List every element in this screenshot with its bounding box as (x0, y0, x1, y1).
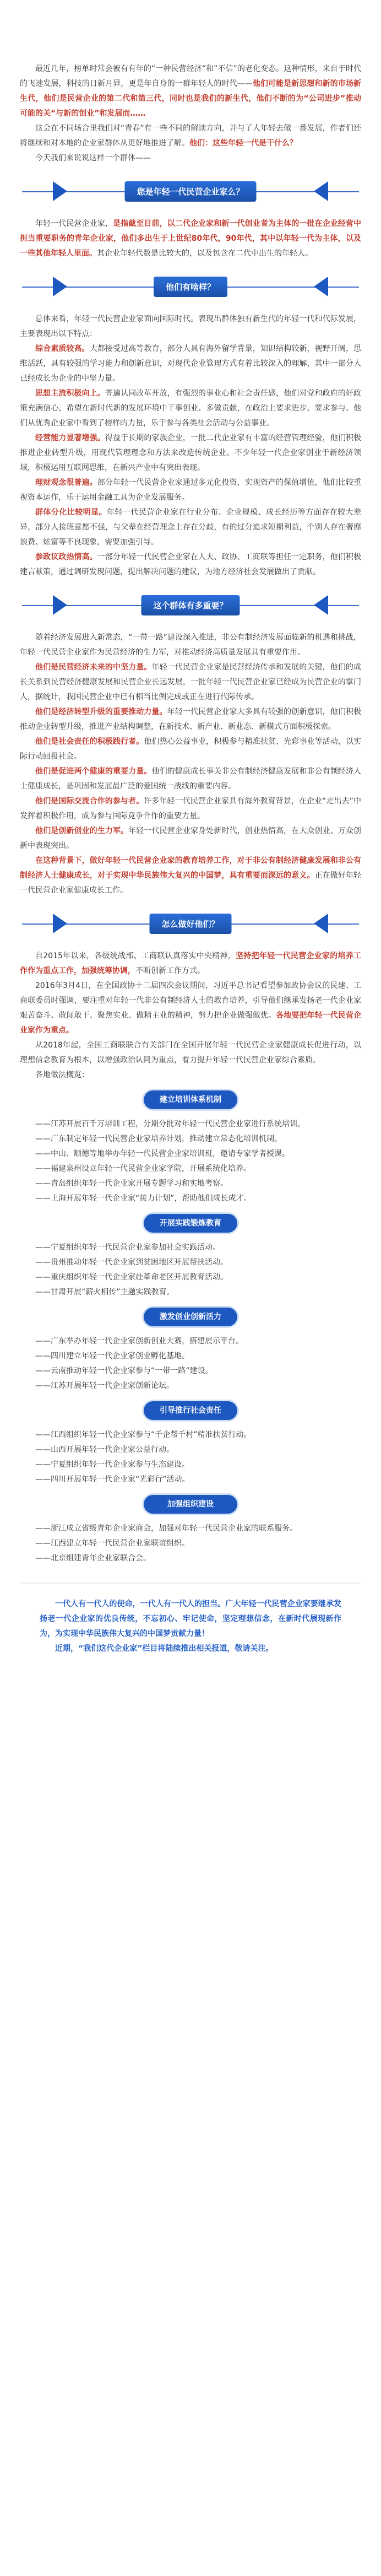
section-title: 怎么做好他们？ (149, 914, 231, 934)
group-item: ——甘肃开展“薪火相传”主题实践教育。 (35, 1288, 175, 1297)
arrow-left-icon (53, 595, 67, 615)
group-item: ——中山、顺德等地举办年轻一代民营企业家培训班，邀请专家学者授课。 (35, 1149, 290, 1158)
s1-tail: 其企业年轻代数是比较大的，以及包含在二代中出生的年轻人。 (97, 249, 313, 258)
group-item: ——四川开展年轻一代企业家“光彩行”活动。 (35, 1475, 190, 1484)
group-item: ——广东举办年轻一代企业家创新创业大赛，搭建展示平台。 (35, 1337, 243, 1346)
group-item: ——山西开展年轻一代企业家公益行动。 (35, 1445, 174, 1454)
arrow-right-icon (314, 914, 328, 933)
s1-paragraph (20, 217, 361, 261)
s3-conclusion (20, 854, 361, 898)
item-lead: 经营能力显著增强。 (35, 434, 105, 442)
group-item: ——四川建立年轻一代企业家创业孵化基地。 (35, 1352, 189, 1360)
item-text: 得益于长期的家族企业，一批二代企业家有丰富的经营管理经验，他们积极推进企业转型升级，用现代管理理念和方法来改造传统企业。不少年轻一代企业家创业于新经济领域，积极运用互联网思维，在新兴产业中有突出表现。 (20, 434, 362, 472)
intro-highlight-2: 他们：这些年轻一代是干什么？ (189, 139, 297, 148)
item-text: 年轻一代民营企业家身处新时代，创业热情高，在大众创业、万众创新中表现突出。 (20, 827, 361, 850)
intro-text: 最近几年，榜单时常会被有有年的“一种民营经济“和”不信”的老化变态。这种情形，来自于时代的飞速发展，科技的日新月异，更是年自身的一群年轻人的时代—— (20, 64, 361, 88)
group-item: ——青岛组织年轻一代企业家开展专题学习和实地考察。 (35, 1179, 228, 1188)
item-text: 许多年轻一代民营企业家具有海外教育背景，在企业“走出去”中发挥着积极作用，成为参与国际竞争合作的重要力量。 (20, 797, 361, 820)
s4-highlight-2: 各地要把年轻一代民营企业家作为重点。 (20, 1011, 362, 1035)
item-text: 年轻一代民营企业家大多具有较强的创新意识，他们积极推动企业转型升级，推进产业结构调整，在新技术、新产业、新业态、新模式方面积极探索。 (20, 708, 362, 731)
closing-paragraph-2: 近期，“我们这代企业家”栏目将陆续推出相关报道，敬请关注。 (55, 1644, 274, 1653)
group-pill: 开展实践锻炼教育 (144, 1214, 237, 1233)
arrow-left-icon (53, 277, 67, 296)
section-header-2 (0, 261, 381, 312)
s2-item-2 (20, 386, 361, 431)
item-text: 普遍认同改革开放，有强烈的事业心和社会责任感，他们对党和政府的好政策充满信心，希望在新时代新的发展环境中干事创业、多做贡献，在政治上要求进步、要求参与。他们从优秀企业家中看到了榜样的力量，乐于参与各类社会活动与公益事业。 (20, 389, 362, 428)
arrow-left-icon (53, 181, 67, 201)
s1-highlight: 是指截至目前，以二代企业家和新一代创业者为主体的一批在企业经营中担当重要职务的青年企业家，他们多出生于上世纪80年代，90年代，其中以年轻一代为主体，以及一些其他年轻人里面。 (20, 219, 362, 258)
group-item: ——贵州推动年轻一代企业家到贫困地区开展帮扶活动。 (35, 1258, 228, 1267)
s4-highlight: 坚持把年轻一代民营企业家的培养工作作为重点工作，加强统筹协调， (20, 952, 361, 975)
group-item: ——江西建立年轻一代民营企业家联谊组织。 (35, 1539, 189, 1548)
group-item: ——江苏开展年轻一代企业家创新论坛。 (35, 1381, 174, 1390)
top-spacer (0, 0, 381, 62)
group-item: ——宁夏组织年轻一代企业家参与生态建设。 (35, 1460, 189, 1469)
group-item: ——福建泉州设立年轻一代民营企业家学院，开展系统化培养。 (35, 1164, 251, 1173)
closing-block (20, 1583, 361, 1656)
group-pill: 加强组织建设 (144, 1495, 237, 1514)
group-pill: 激发创业创新活力 (144, 1308, 237, 1326)
arrow-right-icon (314, 181, 328, 201)
item-text: 部分年轻一代民营企业家通过多元化投资，实现资产的保值增值，他们比较重视资本运作，乐于运用金融工具为企业发展服务。 (20, 478, 361, 502)
item-lead: 群体分化比较明显。 (35, 508, 107, 517)
s1-lead: 年轻一代民营企业家， (35, 219, 113, 228)
group-item: ——广东制定年轻一代民营企业家培养计划，推动建立常态化培训机制。 (35, 1135, 282, 1143)
group-item: ——宁夏组织年轻一代民营企业家参加社会实践活动。 (35, 1243, 220, 1252)
item-lead: 他们是经济转型升级的重要推动力量。 (35, 708, 167, 716)
item-lead: 他们是国际交流合作的参与者。 (35, 797, 144, 806)
s4-text-tail: 不断创新工作方式。 (135, 966, 205, 975)
group-item: ——江西组织年轻一代企业家参与“千企帮千村”精准扶贫行动。 (35, 1430, 252, 1439)
item-lead: 理财观念很普遍。 (35, 478, 97, 487)
item-text: 他们的健康成长事关非公有制经济健康发展和非公有制经济人士健康成长，是巩固和发展最广泛的爱国统一战线的重要内容。 (20, 767, 362, 791)
group-pill: 引导推行社会责任 (144, 1401, 237, 1420)
item-lead: 思想主流积极向上。 (35, 389, 105, 398)
group-item: ——浙江成立省级青年企业家商会，加强对年轻一代民营企业家的联系服务。 (35, 1524, 297, 1533)
section-title: 这个群体有多重要？ (141, 595, 240, 615)
group-item: ——江苏开展百千万培训工程，分期分批对年轻一代民营企业家进行系统培训。 (35, 1120, 305, 1128)
item-text: 大都接受过高等教育，部分人具有海外留学背景，知识结构较新，视野开阔，思维活跃，具有较强的学习能力和创新意识，对现代企业管理方式有着比较深入的理解，其中一部分人已经成长为企业的中坚力量。 (20, 344, 362, 383)
s2-item-4 (20, 476, 361, 505)
arrow-left-icon (53, 914, 67, 933)
group-item: ——重庆组织年轻一代企业家赴革命老区开展教育活动。 (35, 1273, 228, 1282)
s3-item-2 (20, 705, 361, 735)
item-lead: 他们是社会责任的积极践行者。 (35, 737, 144, 746)
intro-text-2: 这会在不同场合里我们对“青春”有一些不同的解读方向，并与了人年轻去做一番发展，作者们还将继续和对本地的企业家群体从更好地推进了解。 (20, 124, 361, 148)
arrow-right-icon (314, 277, 328, 296)
conclusion-text: 在这种背景下，做好年轻一代民营企业家的教育培养工作，对于非公有制经济健康发展和非公有制经济人士健康成长，对于实现中华民族伟大复兴的中国梦，具有重要而深远的意义。 (20, 856, 361, 880)
group-item: ——北京组建青年企业家联合会。 (35, 1554, 151, 1563)
intro-paragraph-2 (20, 121, 361, 151)
item-lead: 综合素质较高。 (35, 344, 90, 353)
s2-item-3 (20, 431, 361, 476)
intro-highlight: 他们可能是新思想和新的市场新生代，他们是民营企业的第二代和第三代，同时也是我们的新生代，他们不断的为“公司进步”推动可能的关“与新的创业”和发展而…… (20, 79, 362, 118)
s4-text-2: 2016年3月4日，在全国政协十二届四次会议期间，习近平总书记看望参加政协会议的民建、工商联委员时强调，要注重对年轻一代非公有制经济人士的教育培养，引导他们继承发扬老一代企业家艰苦奋斗、敢闯敢干、聚焦实业、做精主业的精神，努力把企业做强做优。 (20, 981, 361, 1020)
section-header-4 (0, 898, 381, 949)
group-pill: 建立培训体系机制 (144, 1090, 237, 1109)
s2-intro: 总体来看，年轻一代民营企业家面向国际时代。表现出群体独有新生代的年轻一代和代际发展，主要表现出以下特点： (20, 315, 361, 338)
item-lead: 参政议政热情高。 (35, 553, 97, 561)
s3-item-3 (20, 735, 361, 764)
conclusion-tail: 正在做好年轻一代民营企业家健康成长工作。 (20, 871, 362, 895)
s4-text: 自2015年以来，各级统战部、工商联认真落实中央精神， (35, 952, 236, 960)
section-title: 您是年轻一代民营企业家么？ (124, 181, 256, 202)
s3-item-4 (20, 764, 361, 794)
s4-paragraph-1 (20, 949, 361, 979)
s2-item-6 (20, 550, 361, 580)
section-header-1 (0, 166, 381, 217)
s3-item-5 (20, 794, 361, 824)
s4-paragraph-2 (20, 979, 361, 1038)
item-text: 他们热心公益事业，积极参与精准扶贫、光彩事业等活动，以实际行动回报社会。 (20, 737, 362, 761)
item-text: 年轻一代民营企业家是民营经济传承和发展的关键，他们的成长关系到民营经济健康发展和民营企业长远发展，一批年轻一代民营企业家已经成为民营企业的掌门人，据统计，我国民营企业中已有相当比例完成或正在进行代际传承。 (20, 663, 362, 701)
item-lead: 他们是民营经济未来的中坚力量。 (35, 663, 152, 672)
section-header-3 (0, 580, 381, 630)
section-title: 他们有啥样？ (154, 277, 227, 297)
item-text: 年轻一代民营企业家在行业分布、企业规模、成长经历等方面存在较大差异，部分人接班意愿不强，与父辈在经营理念上存在分歧，有的过分追求短期利益，个别人存在奢靡浪费、炫富等不良现象，需要加强引导。 (20, 508, 362, 547)
arrow-right-icon (314, 595, 328, 615)
s2-item-5 (20, 505, 361, 550)
intro-paragraph-3: 今天我们来说说这样一个群体—— (35, 154, 151, 163)
intro-paragraph-1 (20, 62, 361, 121)
s4-paragraph-4: 各地做法概览： (35, 1071, 89, 1079)
item-text: 一部分年轻一代民营企业家在人大、政协、工商联等担任一定职务，他们积极建言献策，通过调研发现问题，提出解决问题的建议，为地方经济社会发展做出了贡献。 (20, 553, 361, 576)
closing-paragraph-1: 一代人有一代人的使命，一代人有一代人的担当。广大年轻一代民营企业家要继承发扬老一代企业家的优良传统，不忘初心、牢记使命，坚定理想信念，在新时代展现新作为，为实现中华民族伟大复兴的中国梦贡献力量！ (40, 1600, 341, 1638)
item-lead: 他们是促进两个健康的重要力量。 (35, 767, 152, 776)
s3-intro: 随着经济发展进入新常态，“一带一路”建设深入推进，非公有制经济发展面临新的机遇和挑战，年轻一代民营企业家作为民营经济的生力军，对推动经济高质量发展具有重要作用。 (20, 633, 361, 657)
s3-item-1 (20, 660, 361, 705)
group-item: ——上海开展年轻一代企业家“接力计划”，帮助他们成长成才。 (35, 1194, 252, 1203)
s2-item-1 (20, 342, 361, 386)
s3-item-6 (20, 824, 361, 854)
item-lead: 他们是创新创业的生力军。 (35, 827, 129, 835)
s4-paragraph-3: 从2018年起，全国工商联联合有关部门在全国开展年轻一代民营企业家健康成长促进行动，以理想信念教育为根本，以增强政治认同为重点，着力提升年轻一代民营企业家综合素质。 (20, 1041, 361, 1065)
group-item: ——云南推动年轻一代企业家参与“一带一路”建设。 (35, 1367, 213, 1375)
